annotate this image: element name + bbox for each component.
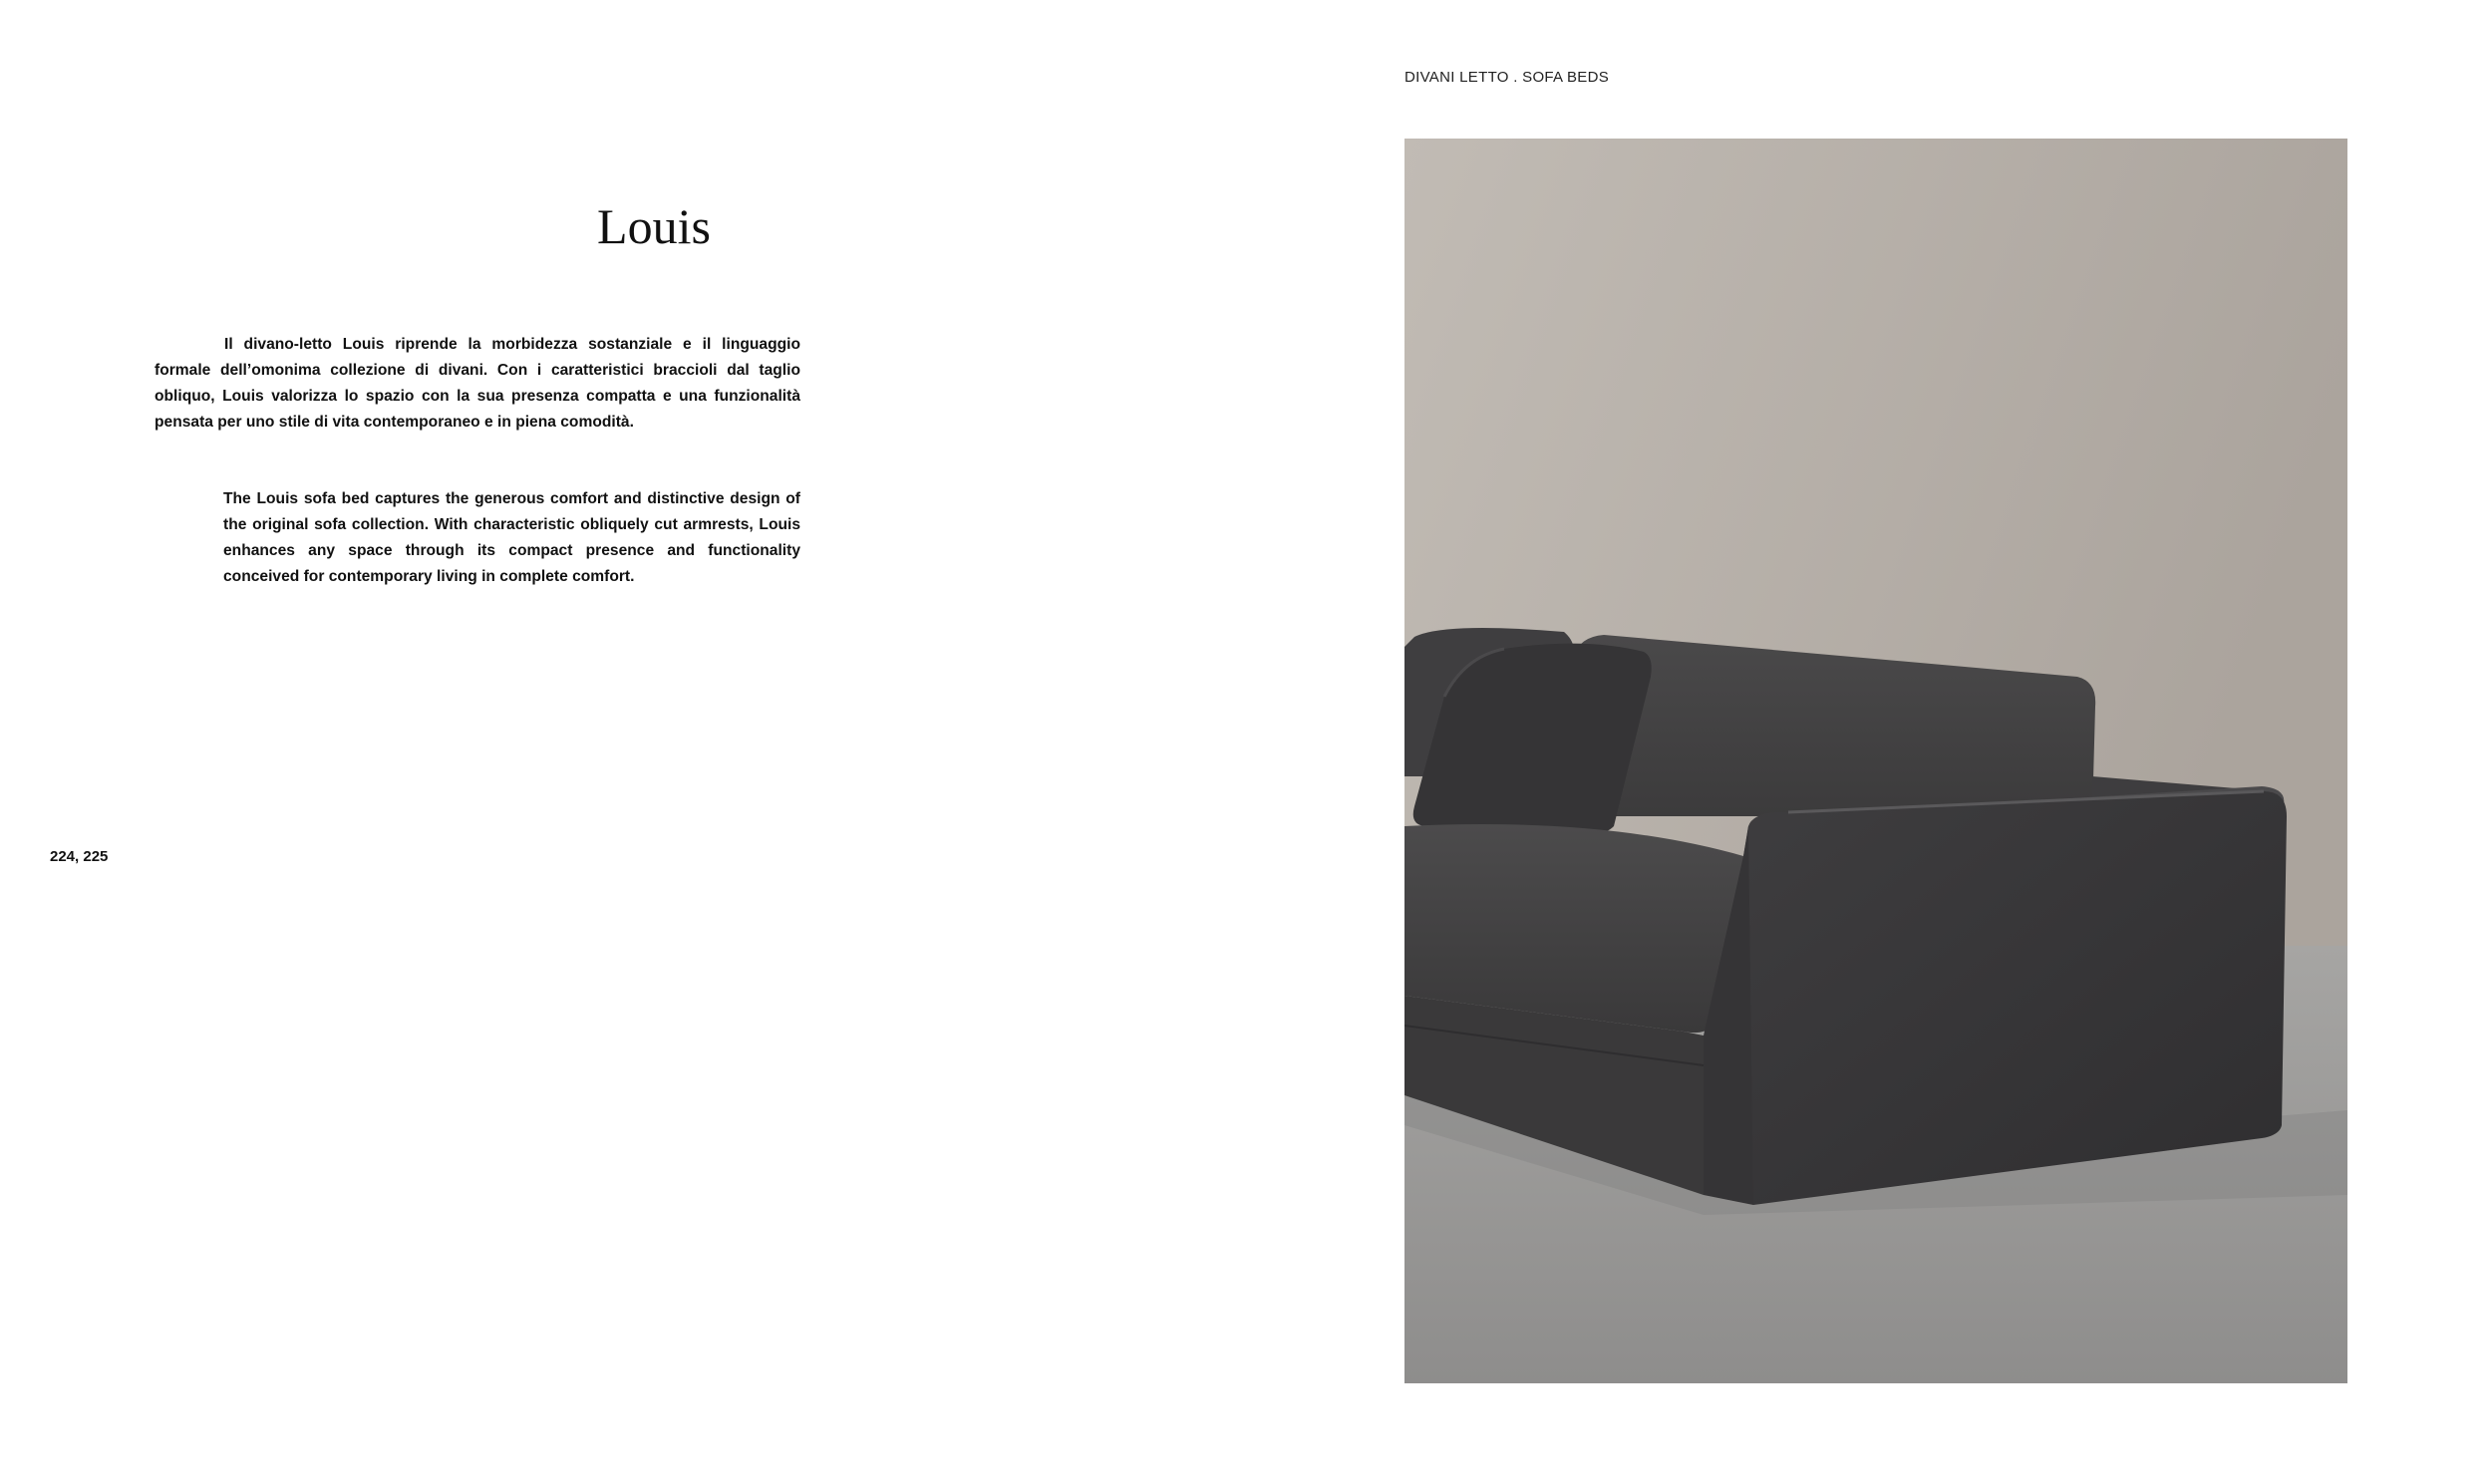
sofa-photo xyxy=(1404,139,2347,1383)
description-italian: Il divano-letto Louis riprende la morbidezza sostanziale e il linguaggio formale dell’omonima collezione di divani. Con i caratteristici braccioli dal taglio obliquo, Louis valorizza lo spazio con la sua presenza compatta e una funzionalità pensata per uno stile di vita contemporaneo e in piena comodità. xyxy=(155,336,800,431)
section-label: DIVANI LETTO . SOFA BEDS xyxy=(1404,69,1610,86)
product-title: Louis xyxy=(597,198,711,254)
description-english: The Louis sofa bed captures the generous comfort and distinctive design of the original sofa collection. With characteristic obliquely cut armrests, Louis enhances any space through its compact presence and functionality conceived for contemporary living in complete comfort. xyxy=(223,490,800,585)
page-numbers: 224, 225 xyxy=(50,848,109,865)
sofa-illustration xyxy=(1404,139,2347,1383)
